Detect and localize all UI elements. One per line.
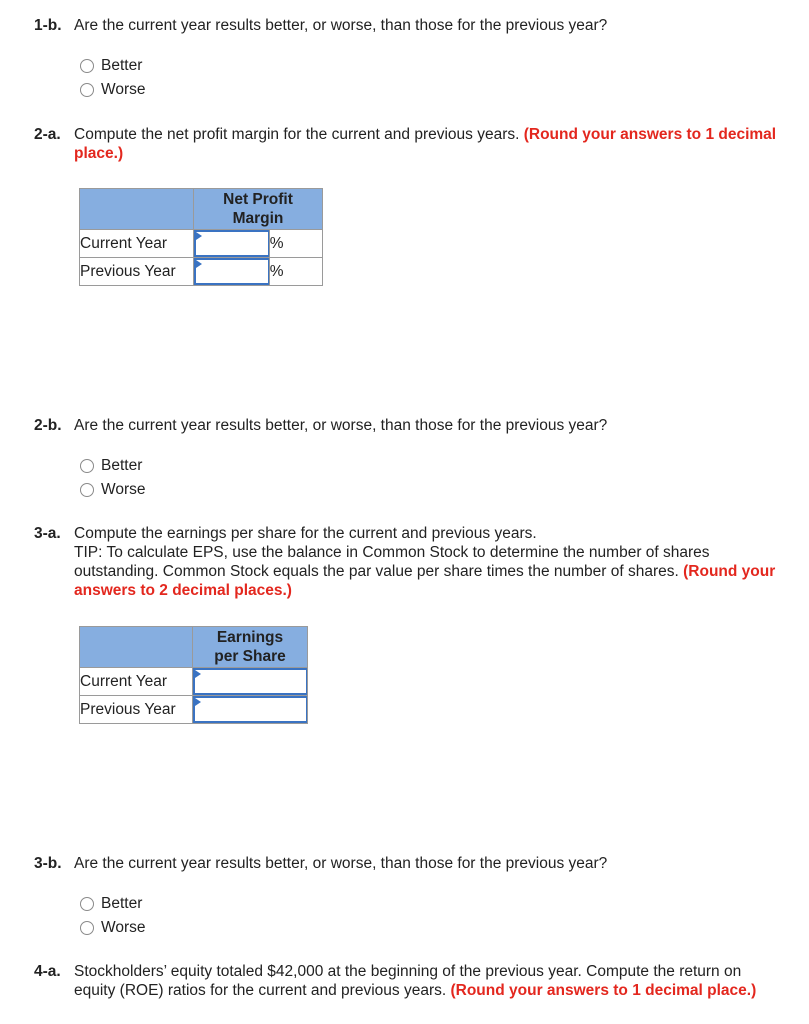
table-header-eps: [193, 627, 308, 668]
radio-button[interactable]: [80, 459, 94, 473]
table-row: [80, 258, 323, 286]
radio-option-better[interactable]: [80, 454, 146, 478]
radio-label: Worse: [101, 481, 146, 498]
cell-flag-icon: [195, 670, 201, 678]
question-number: 3-b.: [34, 855, 62, 872]
question-line: Compute the earnings per share for the current and previous years.: [74, 525, 537, 542]
tip-line: TIP: To calculate EPS, use the balance in Common Stock to determine the number of shares: [74, 544, 710, 561]
rounding-instruction: (Round your answers to 1 decimal place.): [450, 982, 757, 999]
row-label: Current Year: [80, 230, 194, 258]
question-line: Stockholders’ equity totaled $42,000 at the beginning of the previous year. Compute the return on: [74, 963, 742, 980]
previous-year-eps-input[interactable]: [193, 696, 307, 723]
radio-label: Worse: [101, 81, 146, 98]
current-year-eps-input[interactable]: [193, 668, 307, 695]
rounding-instruction-cont: answers to 2 decimal places.): [74, 582, 292, 599]
current-year-margin-input[interactable]: [194, 230, 269, 257]
rounding-instruction: (Round your answers to 1 decimal: [523, 126, 777, 143]
percent-unit: %: [269, 230, 322, 258]
tip-line: outstanding. Common Stock equals the par value per share times the number of shares.: [74, 563, 679, 580]
radio-label: Worse: [101, 919, 146, 936]
question-number: 3-a.: [34, 525, 61, 542]
question-text: Are the current year results better, or worse, than those for the previous year?: [74, 17, 608, 34]
table-header-net-profit-margin: [194, 189, 323, 230]
question-text: [74, 125, 776, 163]
radio-label: Better: [101, 57, 143, 74]
question-text: Are the current year results better, or worse, than those for the previous year?: [74, 417, 608, 434]
rounding-instruction: (Round your: [683, 563, 776, 580]
row-label: Previous Year: [80, 696, 193, 724]
question-line: equity (ROE) ratios for the current and previous years.: [74, 982, 447, 999]
radio-option-better[interactable]: [80, 54, 146, 78]
question-text: [74, 962, 756, 1000]
radio-label: Better: [101, 895, 143, 912]
header-line: Earnings: [216, 629, 284, 646]
question-text-main: Compute the net profit margin for the current and previous years.: [74, 126, 520, 143]
header-line: per Share: [214, 648, 286, 665]
table-row: [80, 668, 308, 696]
radio-button[interactable]: [80, 59, 94, 73]
radio-group-2b: [80, 454, 146, 502]
question-text: Are the current year results better, or worse, than those for the previous year?: [74, 855, 608, 872]
input-cell: [194, 258, 270, 286]
rounding-instruction-cont: place.): [74, 145, 124, 162]
header-line: Margin: [232, 210, 284, 227]
question-number: 4-a.: [34, 963, 61, 980]
input-cell: [193, 696, 308, 724]
net-profit-margin-table: [79, 188, 323, 286]
radio-label: Better: [101, 457, 143, 474]
radio-option-worse[interactable]: [80, 78, 146, 102]
table-row: [80, 230, 323, 258]
header-line: Net Profit: [223, 191, 293, 208]
question-number: 2-b.: [34, 417, 62, 434]
cell-flag-icon: [196, 232, 202, 240]
radio-button[interactable]: [80, 83, 94, 97]
radio-option-better[interactable]: [80, 892, 146, 916]
percent-unit: %: [269, 258, 322, 286]
cell-flag-icon: [195, 698, 201, 706]
radio-option-worse[interactable]: [80, 916, 146, 940]
question-number: 1-b.: [34, 17, 62, 34]
cell-flag-icon: [196, 260, 202, 268]
radio-option-worse[interactable]: [80, 478, 146, 502]
table-row: [80, 696, 308, 724]
question-number: 2-a.: [34, 126, 61, 143]
question-text: [74, 524, 775, 600]
radio-button[interactable]: [80, 483, 94, 497]
table-header-blank: [80, 627, 193, 668]
radio-group-3b: [80, 892, 146, 940]
radio-group-1b: [80, 54, 146, 102]
eps-table: [79, 626, 308, 724]
table-header-blank: [80, 189, 194, 230]
input-cell: [193, 668, 308, 696]
radio-button[interactable]: [80, 921, 94, 935]
row-label: Current Year: [80, 668, 193, 696]
radio-button[interactable]: [80, 897, 94, 911]
input-cell: [194, 230, 270, 258]
row-label: Previous Year: [80, 258, 194, 286]
previous-year-margin-input[interactable]: [194, 258, 269, 285]
